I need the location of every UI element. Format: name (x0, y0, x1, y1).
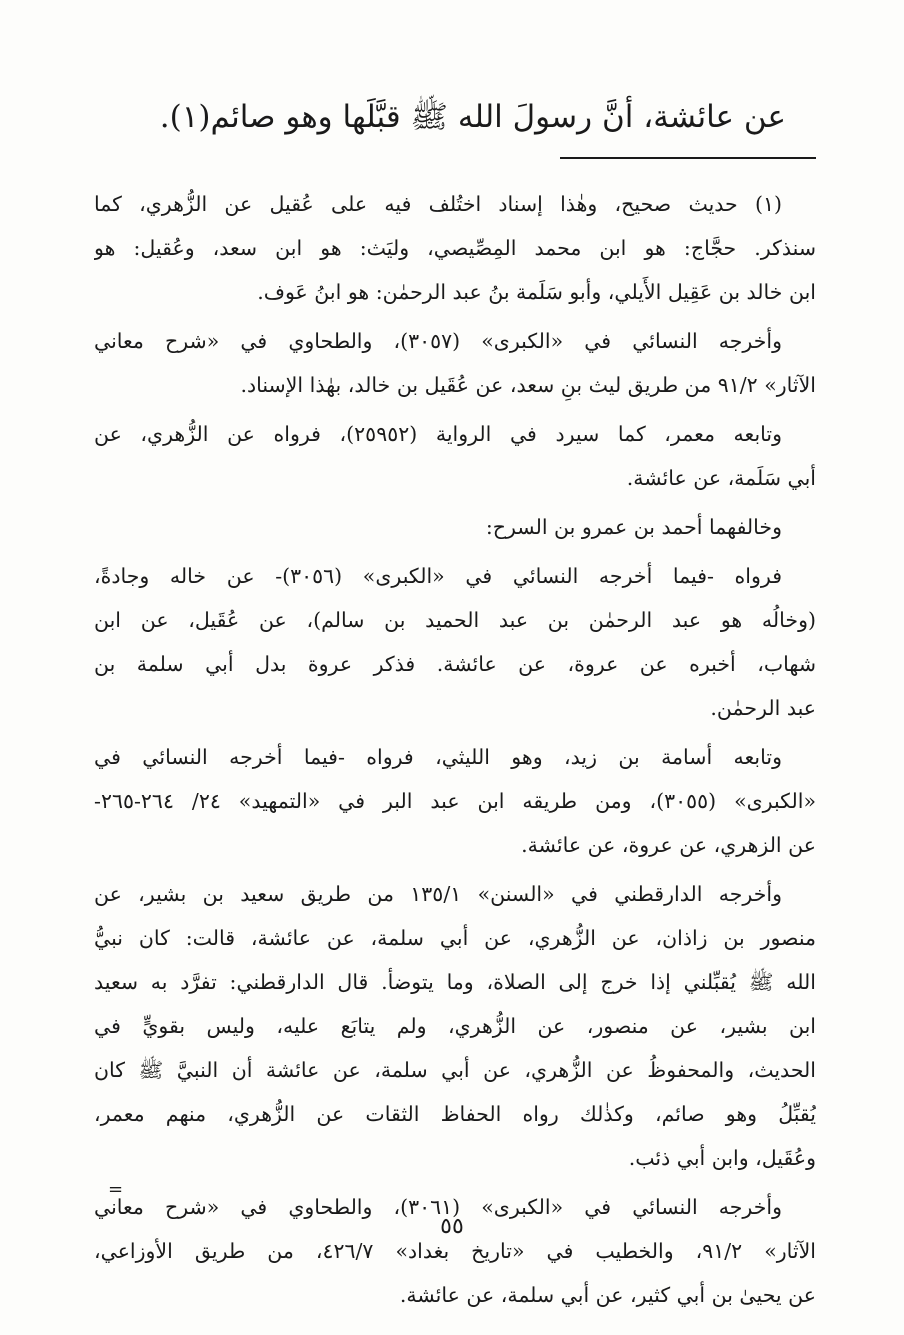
footnote-line: وأخرجه النسائي في «الكبرى» (٣٠٥٧)، والطحاوي في «شرح معاني (94, 329, 782, 353)
footnote-line: أبي سَلَمة، عن عائشة. (626, 466, 816, 490)
footnote-line: وعُقَيل، وابن أبي ذئب. (628, 1146, 816, 1170)
footnote-line: وتابعه أسامة بن زيد، وهو الليثي، فرواه -فيما أخرجه النسائي في (94, 745, 782, 769)
footnote-line: ابن بشير، عن منصور، عن الزُّهري، ولم يتابَع عليه، وليس بقويٍّ في (94, 1014, 816, 1038)
footnote-line: وخالفهما أحمد بن عمرو بن السرح: (485, 515, 782, 539)
footnote-line: (١) حديث صحيح، وهٰذا إسناد اختُلف فيه على عُقيل عن الزُّهري، كما (94, 192, 782, 216)
hadith-text: عن عائشة، أنَّ رسولَ الله ﷺ قبَّلَها وهو صائم(١). (159, 99, 786, 135)
footnote-line: (وخالُه هو عبد الرحمٰن بن عبد الحميد بن سالم)، عن عُقَيل، عن ابن (94, 608, 816, 632)
continuation-mark: = (108, 1179, 124, 1200)
footnote-line: عن يحيىٰ بن أبي كثير، عن أبي سلمة، عن عائشة. (399, 1283, 816, 1307)
footnote-line: وتابعه معمر، كما سيرد في الرواية (٢٥٩٥٢)، فرواه عن الزُّهري، عن (94, 422, 782, 446)
footnote-line: يُقبِّلُ وهو صائم، وكذٰلك رواه الحفاظ الثقات عن الزُّهري، منهم معمر، (94, 1102, 816, 1126)
footnote-line: ابن خالد بن عَقِيل الأَيلي، وأبو سَلَمة بنُ عبد الرحمٰن: هو ابنُ عَوف. (257, 280, 816, 304)
footnote-line: وأخرجه النسائي في «الكبرى» (٣٠٦١)، والطحاوي في «شرح معاني (94, 1195, 782, 1219)
footnote-line: منصور بن زاذان، عن الزُّهري، عن أبي سلمة، عن عائشة، قالت: كان نبيُّ (94, 926, 816, 950)
footnote-line: الآثار» ٩١/٢ من طريق ليث بنِ سعد، عن عُقَيل بن خالد، بهٰذا الإسناد. (240, 373, 816, 397)
footnote-line: عن الزهري، عن عروة، عن عائشة. (521, 833, 816, 857)
footnote-line: «الكبرى» (٣٠٥٥)، ومن طريقه ابن عبد البر في «التمهيد» ٢٤/ ٢٦٤-٢٦٥- (94, 789, 816, 813)
footnote-line: سنذكر. حجَّاج: هو ابن محمد المِصِّيصي، وليَث: هو ابن سعد، وعُقيل: هو (94, 236, 816, 260)
footnote-line: شهاب، أخبره عن عروة، عن عائشة. فذكر عروة بدل أبي سلمة بن (94, 652, 816, 676)
footnote-divider (560, 157, 816, 159)
footnote-line: الله ﷺ يُقبِّلني إذا خرج إلى الصلاة، وما يتوضأ. قال الدارقطني: تفرَّد به سعيد (94, 970, 816, 994)
footnote-line: عبد الرحمٰن. (710, 696, 816, 720)
footnote-line: الحديث، والمحفوظُ عن الزُّهري، عن أبي سلمة، عن عائشة أن النبيَّ ﷺ كان (94, 1058, 816, 1082)
footnote-line: وأخرجه الدارقطني في «السنن» ١٣٥/١ من طريق سعيد بن بشير، عن (94, 882, 782, 906)
page-number: ٥٥ (440, 1214, 464, 1239)
footnote-line: فرواه -فيما أخرجه النسائي في «الكبرى» (٣٠٥٦)- عن خاله وجادةً، (94, 564, 782, 588)
footnotes-section (94, 182, 816, 1317)
footnote-line: الآثار» ٩١/٢، والخطيب في «تاريخ بغداد» ٤٢٦/٧، من طريق الأوزاعي، (94, 1239, 816, 1263)
